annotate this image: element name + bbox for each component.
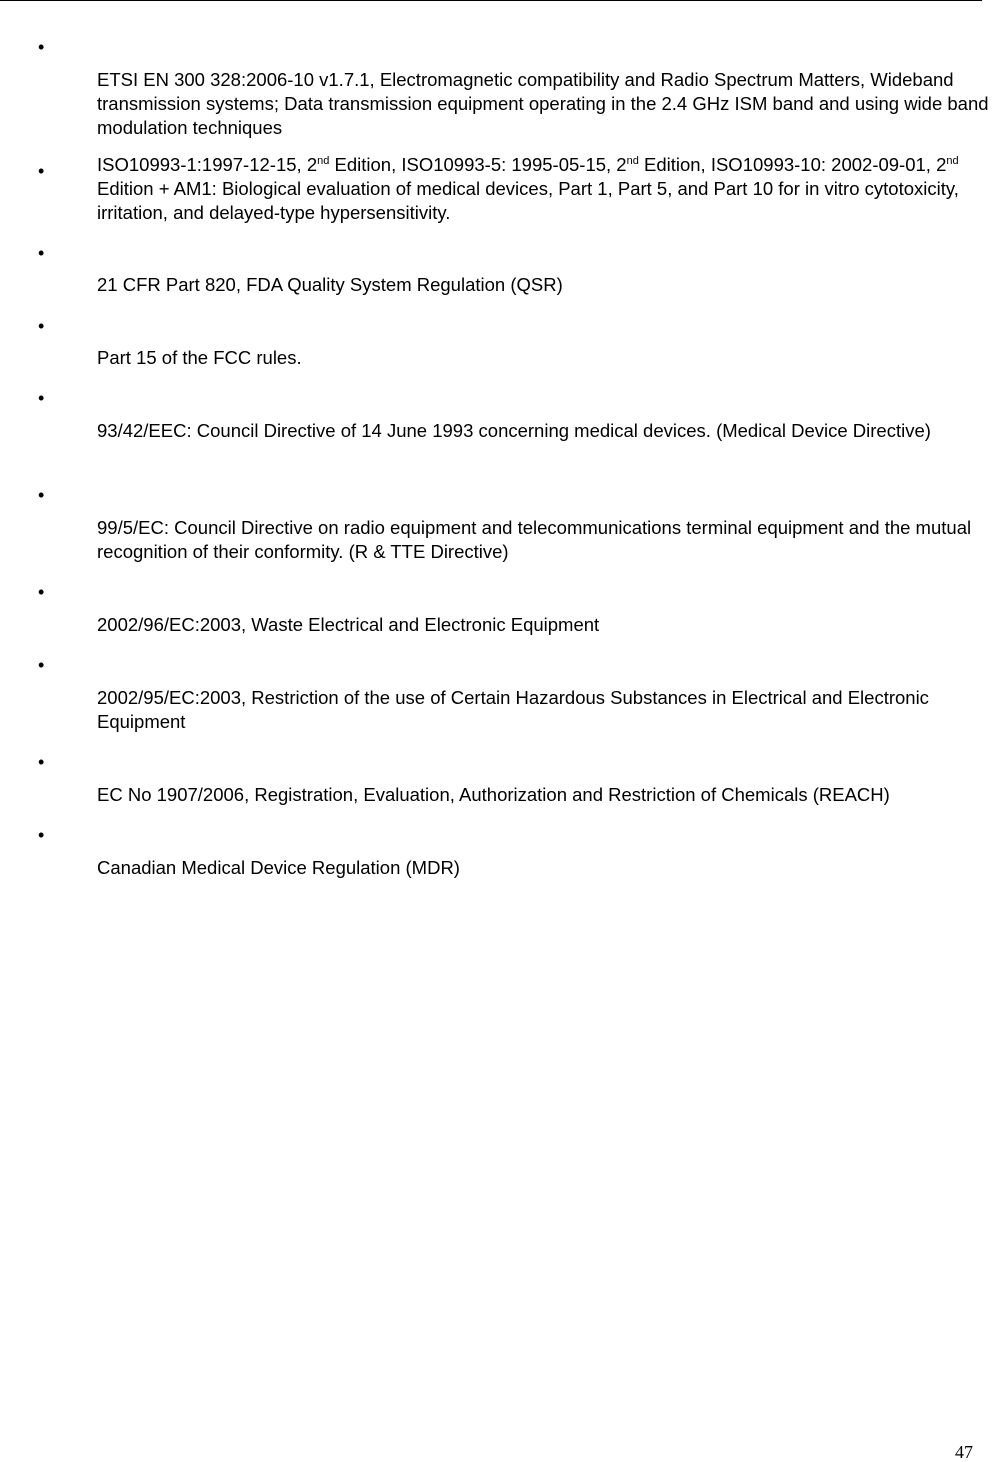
list-item: EC No 1907/2006, Registration, Evaluation, Authorization and Restriction of Chemicals (REACH): [97, 784, 890, 805]
list-item: 93/42/EEC: Council Directive of 14 June 1993 concerning medical devices. (Medical Device Directive): [97, 420, 931, 441]
text-fragment: Edition, ISO10993-5: 1995-05-15, 2: [329, 154, 627, 175]
list-item: 2002/95/EC:2003, Restriction of the use of Certain Hazardous Substances in Electrical and Electronic Equipment: [97, 687, 929, 732]
bullet-icon: •: [38, 485, 45, 505]
list-item: [97, 153, 1002, 225]
bullet-icon: •: [38, 243, 45, 263]
list-item: 2002/96/EC:2003, Waste Electrical and Electronic Equipment: [97, 614, 600, 635]
top-rule: [0, 0, 982, 1]
text-fragment: ISO10993-1:1997-12-15, 2: [97, 154, 318, 175]
text-fragment: Edition + AM1: Biological evaluation of medical devices, Part 1, Part 5, and Part 10 for in vitro cytotoxicity, irritation, and delayed-type hypersensitivity.: [97, 178, 959, 223]
bullet-icon: •: [38, 388, 45, 408]
list-item: 99/5/EC: Council Directive on radio equipment and telecommunications terminal equipment and the mutual recognition of their conformity. (R & TTE Directive): [97, 517, 972, 562]
list-item: 21 CFR Part 820, FDA Quality System Regulation (QSR): [97, 274, 563, 295]
bullet-icon: •: [38, 825, 45, 845]
text-fragment: Edition, ISO10993-10: 2002-09-01, 2: [638, 154, 947, 175]
list-item: Canadian Medical Device Regulation (MDR): [97, 857, 460, 878]
bullet-icon: •: [38, 655, 45, 675]
bullet-icon: •: [38, 316, 45, 336]
superscript: nd: [626, 154, 639, 167]
superscript: nd: [946, 154, 959, 167]
bullet-icon: •: [38, 37, 45, 57]
bullet-icon: •: [38, 752, 45, 772]
page-number: 47: [955, 1442, 973, 1462]
list-item: ETSI EN 300 328:2006-10 v1.7.1, Electromagnetic compatibility and Radio Spectrum Matters, Wideband transmission systems; Data transmission equipment operating in the 2.4 GHz ISM band and using wide band modulation techniques: [97, 69, 989, 138]
superscript: nd: [317, 154, 330, 167]
bullet-icon: •: [38, 582, 45, 602]
list-item: Part 15 of the FCC rules.: [97, 347, 302, 368]
bullet-icon: •: [38, 161, 45, 181]
